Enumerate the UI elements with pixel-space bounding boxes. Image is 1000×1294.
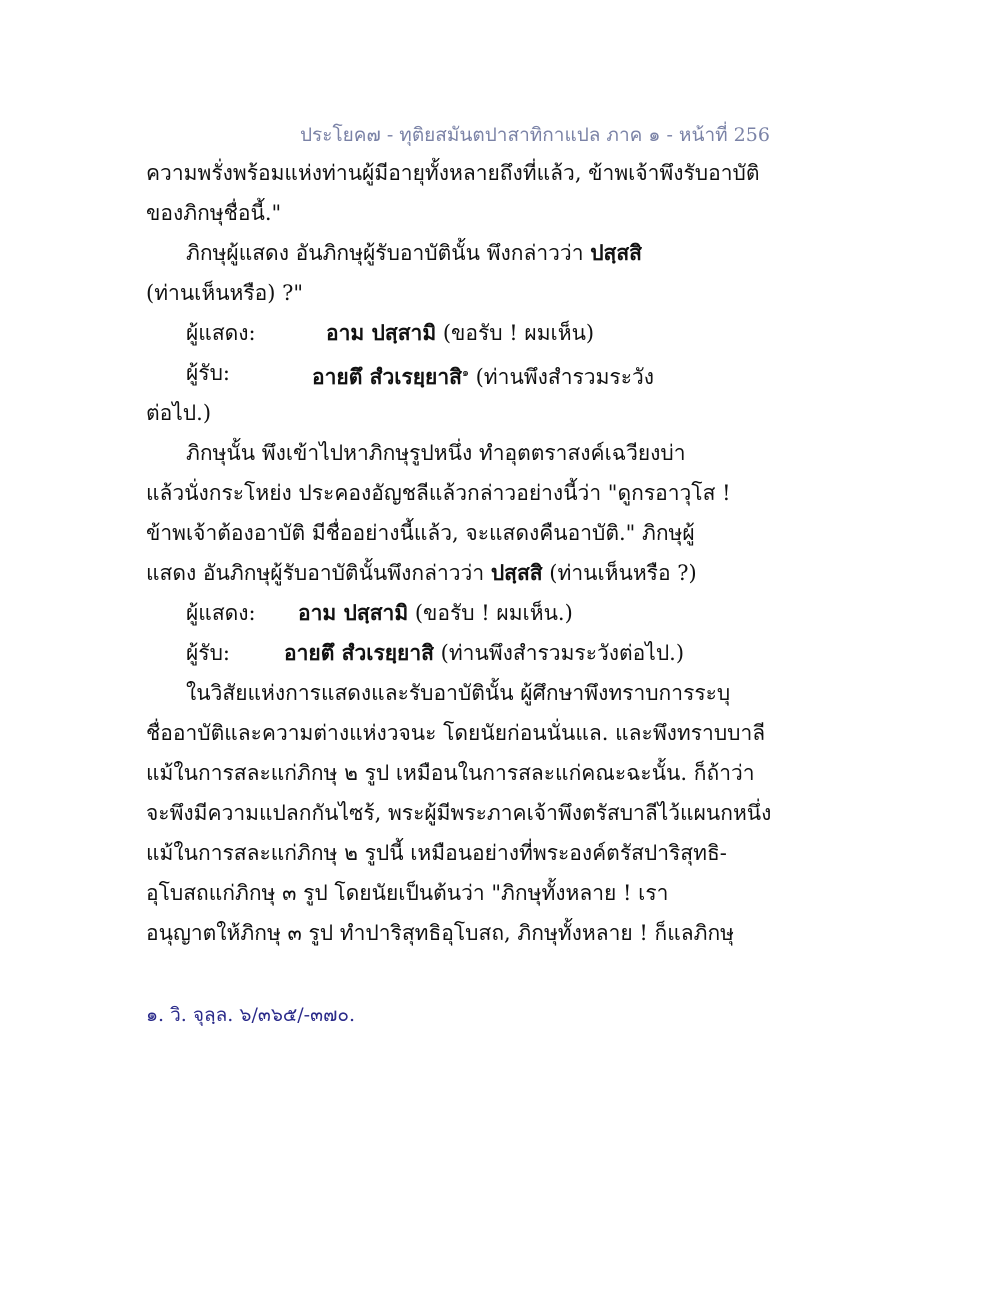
pali-reply: อายตึ สํวเรยฺยาสิ — [312, 364, 462, 389]
text-line-16: แม้ในการสละแก่ภิกษุ ๒ รูป เหมือนในการสละแก่คณะฉะนั้น. ก็ถ้าว่า — [146, 761, 755, 785]
text-line-3-pali: ปสฺสสิ — [590, 240, 642, 265]
text-line-4: (ท่านเห็นหรือ) ?" — [146, 281, 304, 305]
pali-reply: อาม ปสฺสามิ — [298, 600, 409, 625]
text-line-10: ข้าพเจ้าต้องอาบัติ มีชื่ออย่างนี้แล้ว, จะแสดงคืนอาบัติ." ภิกษุผู้ — [146, 521, 695, 545]
text-line-1: ความพรั่งพร้อมแห่งท่านผู้มีอายุทั้งหลายถึงที่แล้ว, ข้าพเจ้าพึงรับอาบัติ — [146, 161, 760, 185]
text-line-11-translation: (ท่านเห็นหรือ ?) — [542, 561, 697, 585]
text-line-19: อุโบสถแก่ภิกษุ ๓ รูป โดยนัยเป็นต้นว่า "ภิกษุทั้งหลาย ! เรา — [146, 881, 669, 905]
dialog-line-receiver: ผู้รับ: — [186, 361, 230, 385]
dialog-line-receiver-2-reply — [284, 638, 684, 668]
text-line-11 — [146, 558, 697, 588]
text-line-18: แม้ในการสละแก่ภิกษุ ๒ รูปนี้ เหมือนอย่างที่พระองค์ตรัสปาริสุทธิ- — [146, 841, 727, 865]
text-line-3-plain: ภิกษุผู้แสดง อันภิกษุผู้รับอาบัตินั้น พึงกล่าวว่า — [186, 241, 591, 265]
text-line-17: จะพึงมีความแปลกกันไซร้, พระผู้มีพระภาคเจ้าพึงตรัสบาลีไว้แผนกหนึ่ง — [146, 801, 772, 825]
text-line-15: ชื่ออาบัติและความต่างแห่งวจนะ โดยนัยก่อนนั่นแล. และพึงทราบบาลี — [146, 721, 766, 745]
footnote-mark: ๑ — [461, 366, 469, 379]
dialog-line-receiver-2: ผู้รับ: — [186, 641, 230, 665]
page-header: ประโยค๗ - ทุติยสมันตปาสาทิกาแปล ภาค ๑ - หน้าที่ 256 — [300, 124, 770, 146]
text-line-9: แล้วนั่งกระโหย่ง ประคองอัญชลีแล้วกล่าวอย่างนี้ว่า "ดูกรอาวุโส ! — [146, 481, 731, 505]
reply-translation: (ท่านพึงสำรวมระวัง — [468, 365, 655, 389]
pali-reply: อายตึ สํวเรยฺยาสิ — [284, 640, 434, 665]
pali-reply: อาม ปสฺสามิ — [326, 320, 437, 345]
text-line-11-plain: แสดง อันภิกษุผู้รับอาบัตินั้นพึงกล่าวว่า — [146, 561, 491, 585]
text-line-14: ในวิสัยแห่งการแสดงและรับอาบัตินั้น ผู้ศึกษาพึงทราบการระบุ — [186, 681, 731, 705]
dialog-line-confessor-2: ผู้แสดง: — [186, 601, 256, 625]
text-line-2: ของภิกษุชื่อนี้." — [146, 201, 282, 225]
text-line-3 — [186, 238, 642, 268]
reply-translation: (ขอรับ ! ผมเห็น) — [436, 321, 595, 345]
reply-translation: (ขอรับ ! ผมเห็น.) — [408, 601, 573, 625]
footnote: ๑. วิ. จุลฺล. ๖/๓๖๕/-๓๗๐. — [146, 1004, 356, 1026]
dialog-line-confessor-2-reply — [298, 598, 573, 628]
reply-translation: (ท่านพึงสำรวมระวังต่อไป.) — [433, 641, 685, 665]
text-line-20: อนุญาตให้ภิกษุ ๓ รูป ทำปาริสุทธิอุโบสถ, ภิกษุทั้งหลาย ! ก็แลภิกษุ — [146, 921, 735, 945]
text-line-11-pali: ปสฺสสิ — [490, 560, 543, 585]
dialog-line-confessor: ผู้แสดง: — [186, 321, 256, 345]
text-line-8: ภิกษุนั้น พึงเข้าไปหาภิกษุรูปหนึ่ง ทำอุตตราสงค์เฉวียงบ่า — [186, 441, 686, 465]
dialog-line-receiver-reply — [312, 358, 654, 392]
dialog-line-confessor-reply — [326, 318, 594, 348]
text-line-7: ต่อไป.) — [146, 401, 212, 425]
